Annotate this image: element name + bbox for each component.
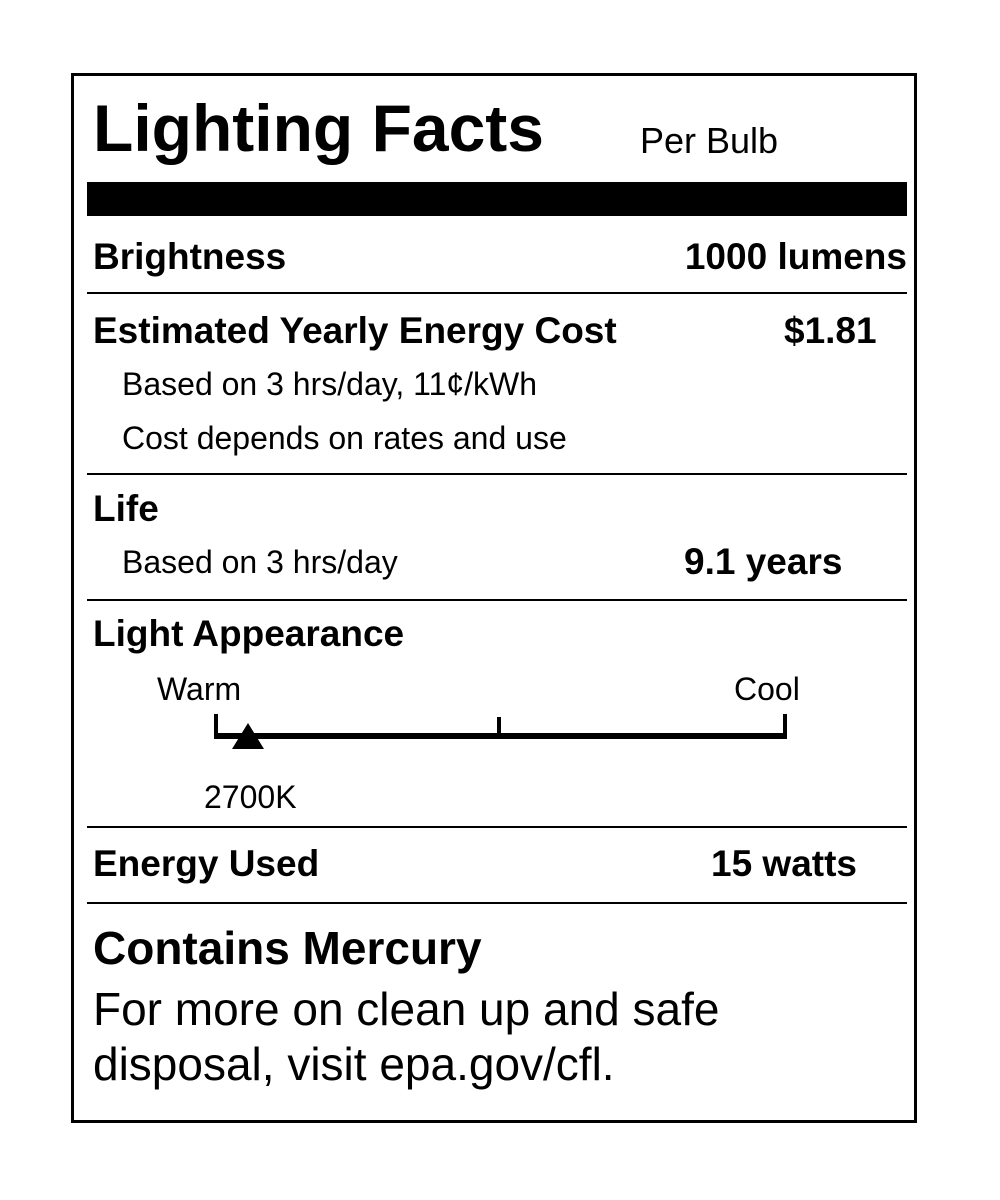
energy-cost-note-rate: Based on 3 hrs/day, 11¢/kWh	[122, 366, 538, 402]
scale-tick-right	[783, 714, 787, 739]
energy-cost-note-usage: Cost depends on rates and use	[122, 420, 567, 456]
mercury-disposal-text: For more on clean up and safe disposal, visit epa.gov/cfl.	[93, 983, 720, 1091]
divider-rule	[87, 902, 907, 904]
lighting-facts-label	[71, 73, 917, 1123]
divider-rule	[87, 826, 907, 828]
life-value: 9.1 years	[684, 541, 843, 582]
energy-used-label: Energy Used	[93, 843, 320, 884]
color-temperature-marker-icon	[232, 723, 264, 749]
light-appearance-label: Light Appearance	[93, 613, 405, 654]
energy-cost-value: $1.81	[784, 310, 877, 351]
divider-rule	[87, 292, 907, 294]
label-subtitle: Per Bulb	[640, 120, 779, 161]
header-divider-bar	[87, 182, 907, 216]
mercury-warning-title: Contains Mercury	[93, 922, 482, 974]
color-temperature-value: 2700K	[204, 779, 297, 815]
life-note: Based on 3 hrs/day	[122, 544, 398, 580]
energy-cost-label: Estimated Yearly Energy Cost	[93, 310, 617, 351]
scale-warm-label: Warm	[157, 671, 242, 707]
divider-rule	[87, 599, 907, 601]
scale-cool-label: Cool	[734, 671, 800, 707]
label-title: Lighting Facts	[93, 91, 544, 165]
brightness-value: 1000 lumens	[684, 236, 907, 277]
scale-tick-left	[214, 714, 218, 739]
scale-tick-middle	[497, 717, 501, 739]
life-label: Life	[93, 488, 159, 529]
energy-used-value: 15 watts	[711, 843, 858, 884]
brightness-label: Brightness	[93, 236, 287, 277]
divider-rule	[87, 473, 907, 475]
